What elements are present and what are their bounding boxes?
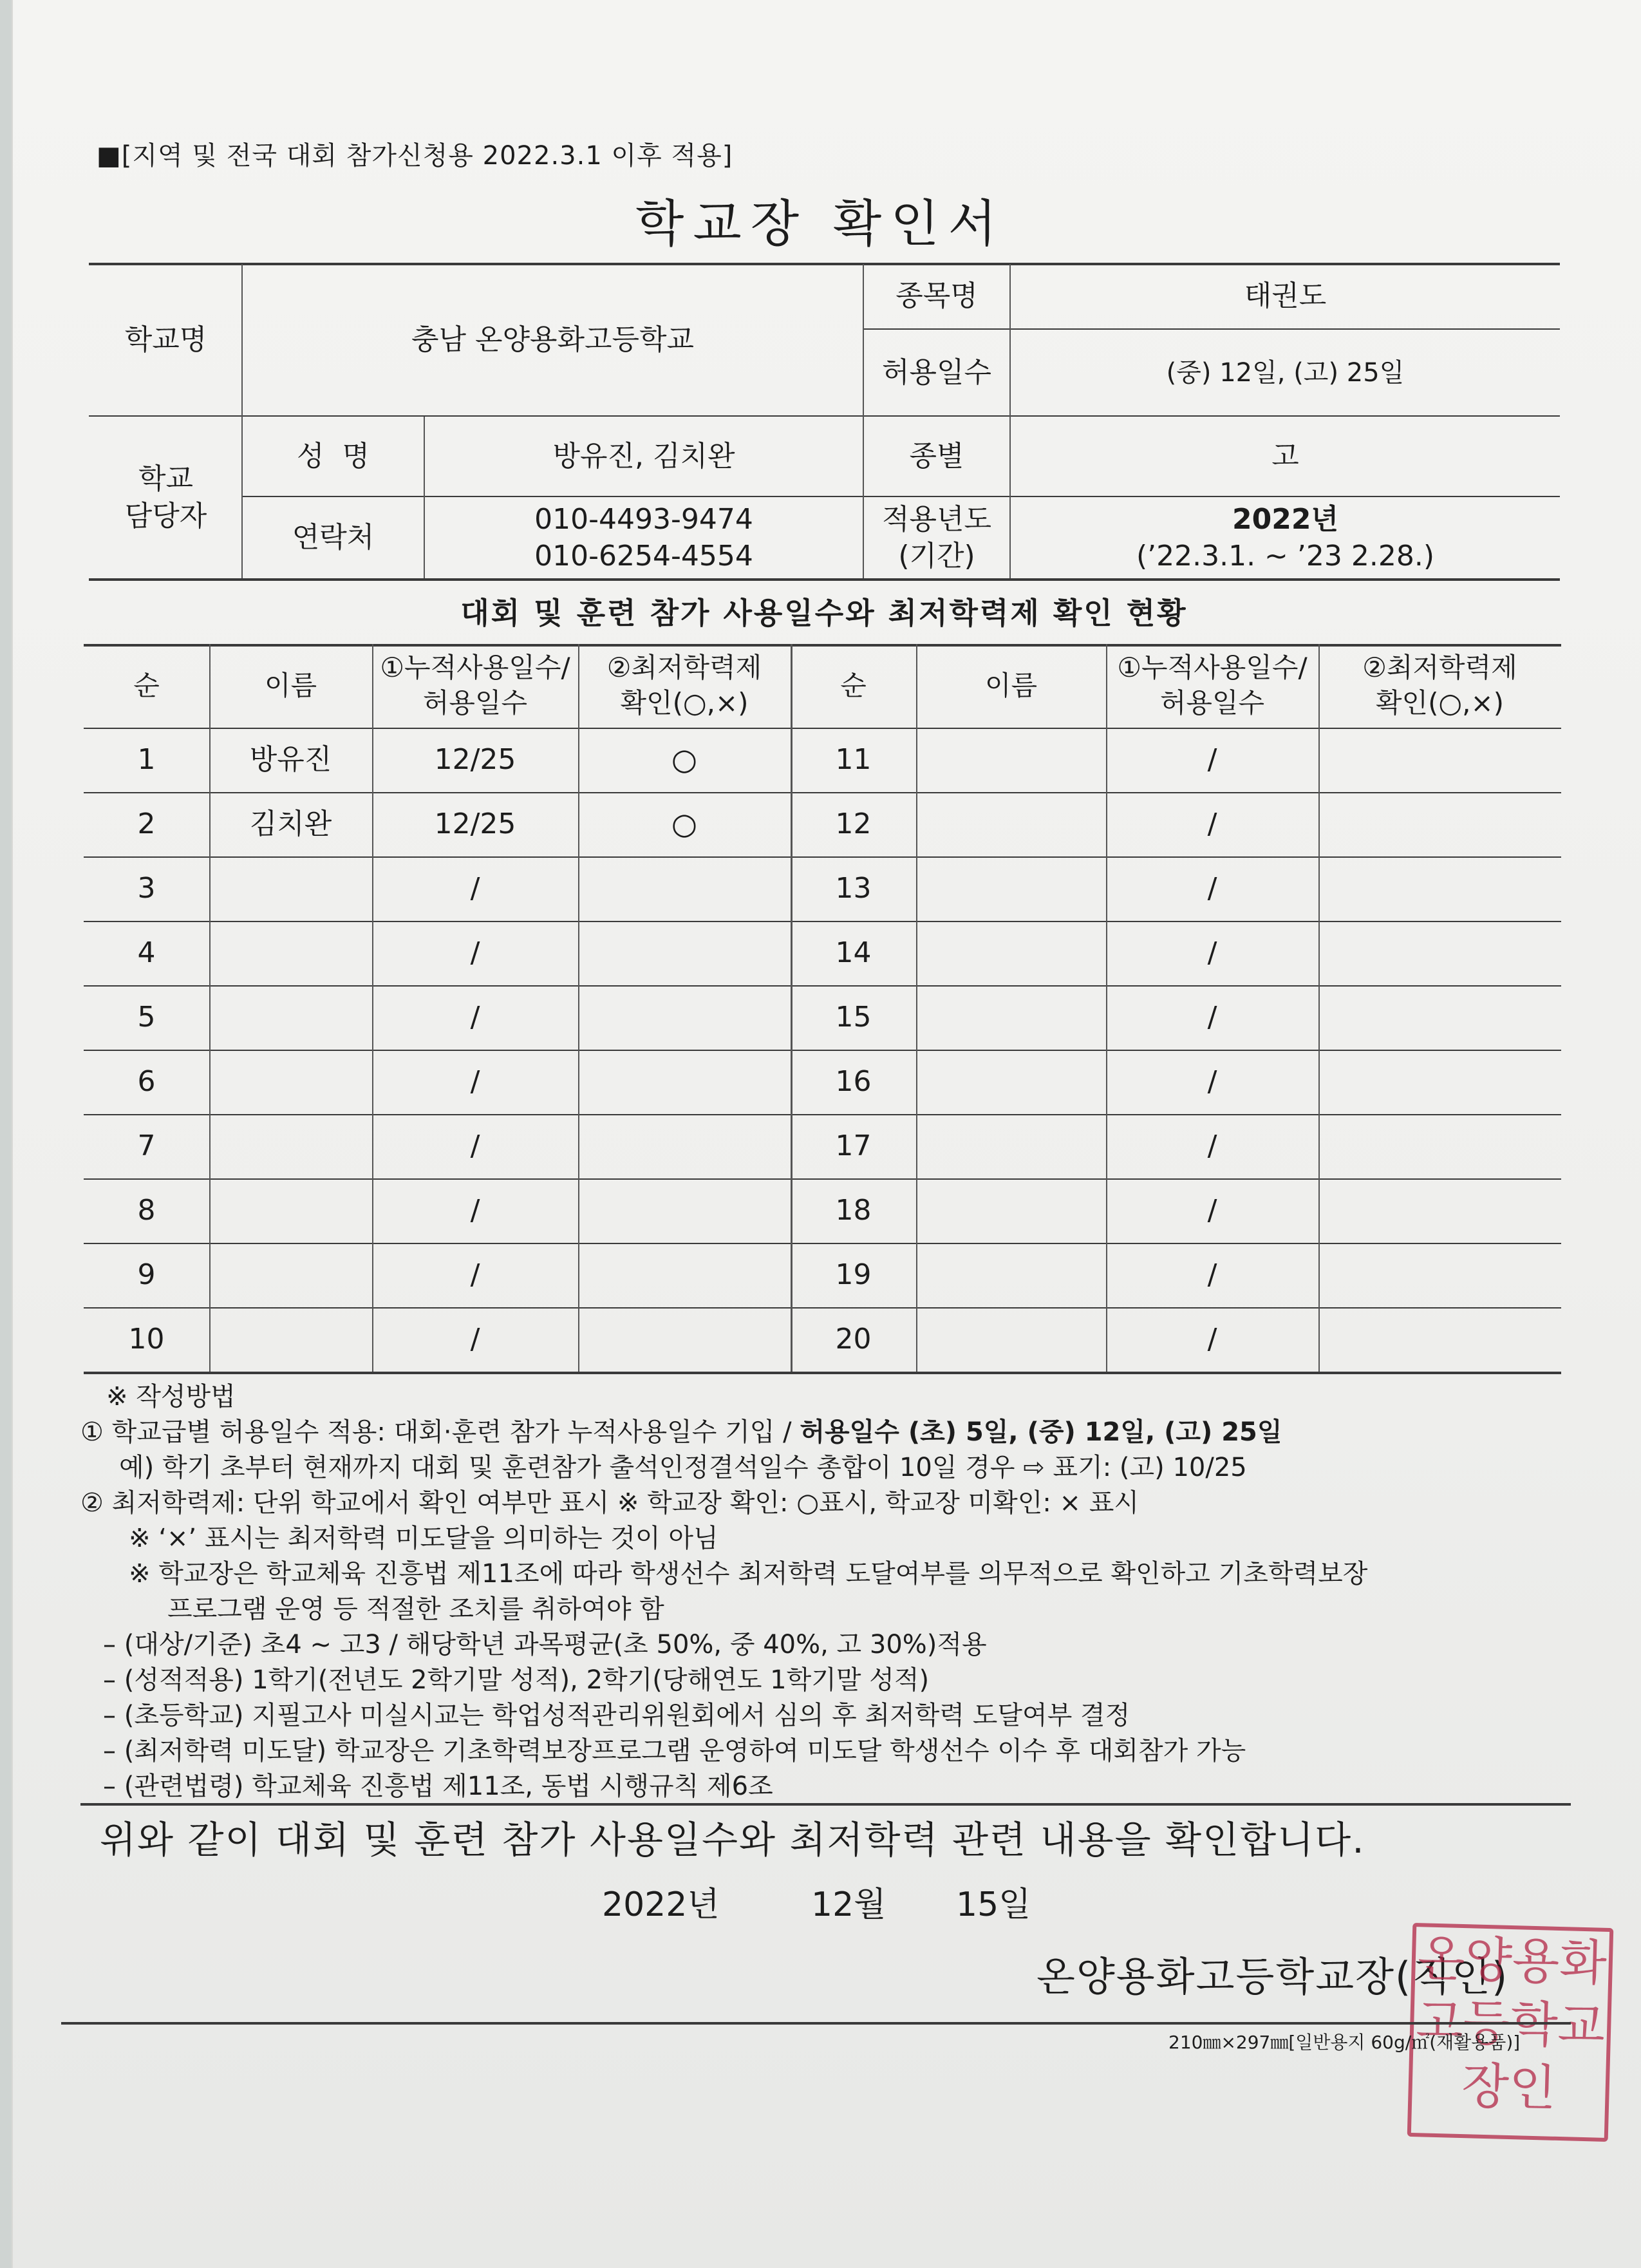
athlete-name <box>916 921 1106 985</box>
days-header <box>372 644 578 728</box>
athlete-name <box>916 728 1106 792</box>
check-mark <box>1318 856 1561 921</box>
check-header-line: ②최저학력제 <box>1362 652 1517 684</box>
row-number: 3 <box>137 872 156 905</box>
apply-year-label <box>864 497 1009 578</box>
row-number: 20 <box>835 1323 872 1356</box>
note-1-text: ① 학교급별 허용일수 적용: 대회·훈련 참가 누적사용일수 기입 / <box>80 1417 800 1447</box>
event-value: 태권도 <box>1244 279 1327 313</box>
contact-phone-2: 010-6254-4554 <box>534 540 753 572</box>
days-used: / <box>1207 1129 1217 1163</box>
days-used: / <box>470 1129 480 1163</box>
days-header <box>1106 644 1318 728</box>
school-name-label: 학교명 <box>124 323 207 356</box>
athlete-name <box>209 985 372 1050</box>
athlete-name <box>209 1178 372 1243</box>
detail-5: – (관련법령) 학교체육 진흥법 제11조, 동법 시행규칙 제6조 <box>103 1772 773 1801</box>
check-mark: ○ <box>671 742 698 777</box>
days-used: / <box>1207 1065 1217 1099</box>
principal-signature: 온양용화고등학교장(직인) <box>1036 1953 1509 2000</box>
check-mark <box>578 921 791 985</box>
days-used: 12/25 <box>434 743 516 777</box>
athlete-name <box>916 1307 1106 1372</box>
detail-2: – (성적적용) 1학기(전년도 2학기말 성적), 2학기(당해연도 1학기말 성적) <box>103 1665 930 1695</box>
row-number: 18 <box>835 1194 872 1227</box>
section-title: 대회 및 훈련 참가 사용일수와 최저학력제 확인 현황 <box>460 595 1188 630</box>
athlete-name <box>916 856 1106 921</box>
check-mark <box>1318 985 1561 1050</box>
athlete-name <box>916 792 1106 856</box>
athlete-name: 김치완 <box>249 808 332 841</box>
row-number: 2 <box>137 808 156 841</box>
check-header <box>578 644 791 728</box>
row-number: 6 <box>137 1065 156 1099</box>
row-number: 5 <box>137 1001 156 1034</box>
athlete-name <box>916 1050 1106 1114</box>
seal-line-1: 온양용화 <box>1416 1929 1608 1992</box>
check-mark <box>578 1307 791 1372</box>
order-header <box>84 644 209 728</box>
check-mark <box>1318 921 1561 985</box>
athlete-name <box>916 985 1106 1050</box>
name-header-line: 이름 <box>264 669 317 701</box>
contact-values <box>425 497 863 578</box>
row-number: 15 <box>835 1001 872 1034</box>
row-number: 8 <box>137 1194 156 1227</box>
note-1 <box>80 1415 1367 1450</box>
check-mark <box>578 856 791 921</box>
check-mark <box>1318 1114 1561 1178</box>
row-divider <box>84 1372 1561 1374</box>
athlete-name <box>209 856 372 921</box>
athlete-name <box>916 1114 1106 1178</box>
check-mark <box>1318 792 1561 856</box>
row-number: 9 <box>137 1258 156 1292</box>
date-day: 15일 <box>956 1885 1031 1924</box>
manager-name-value: 방유진, 김치완 <box>552 439 735 473</box>
row-number: 14 <box>835 936 872 970</box>
note-2: ② 최저학력제: 단위 학교에서 확인 여부만 표시 ※ 학교장 확인: ○표시, 학교장 미확인: × 표시 <box>80 1488 1139 1518</box>
athlete-name <box>209 921 372 985</box>
paper-spec: 210㎜×297㎜[일반용지 60g/㎡(재활용품)] <box>1168 2032 1521 2053</box>
note-1-example: 예) 학기 초부터 현재까지 대회 및 훈련참가 출석인정결석일수 총합이 10일 경우 ⇨ 표기: (고) 10/25 <box>119 1453 1247 1482</box>
apply-year-label-line2: (기간) <box>898 540 975 572</box>
athlete-name <box>916 1243 1106 1307</box>
check-header-line: ②최저학력제 <box>606 652 762 684</box>
check-mark <box>578 1243 791 1307</box>
allowed-days-label: 허용일수 <box>881 355 991 389</box>
check-mark <box>578 1050 791 1114</box>
note-1-bold: 허용일수 (초) 5일, (중) 12일, (고) 25일 <box>800 1417 1282 1447</box>
check-mark <box>1318 1050 1561 1114</box>
row-number: 11 <box>835 743 872 777</box>
detail-4: – (최저학력 미도달) 학교장은 기초학력보장프로그램 운영하여 미도달 학생선수 이수 후 대회참가 가능 <box>103 1736 1246 1766</box>
order-header <box>791 644 916 728</box>
note-2-sub1: ※ ‘×’ 표시는 최저학력 미도달을 의미하는 것이 아님 <box>129 1524 718 1553</box>
header-note: ■[지역 및 전국 대회 참가신청용 2022.3.1 이후 적용] <box>97 141 733 171</box>
name-header-line: 이름 <box>984 669 1038 701</box>
name-header <box>209 644 372 728</box>
days-used: / <box>470 1001 480 1034</box>
athlete-name <box>209 1243 372 1307</box>
manager-name-label: 성 명 <box>297 439 370 473</box>
check-header-line: 확인(○,×) <box>620 687 749 719</box>
athlete-name: 방유진 <box>249 743 332 777</box>
days-used: / <box>1207 1194 1217 1227</box>
info-table-bottom-border <box>89 578 1560 581</box>
division-value: 고 <box>1271 439 1299 473</box>
event-label: 종목명 <box>896 279 978 313</box>
check-mark <box>1318 1307 1561 1372</box>
check-mark <box>578 1114 791 1178</box>
check-mark <box>578 985 791 1050</box>
check-mark: ○ <box>671 806 698 842</box>
days-header-line: ①누적사용일수/ <box>1117 652 1308 684</box>
days-used: / <box>1207 872 1217 905</box>
check-mark <box>578 1178 791 1243</box>
school-name-value: 충남 온양용화고등학교 <box>411 323 695 356</box>
days-used: / <box>470 1194 480 1227</box>
days-used: / <box>1207 743 1217 777</box>
apply-year: 2022년 <box>1232 502 1338 536</box>
date-year: 2022년 <box>602 1885 720 1924</box>
row-number: 12 <box>835 808 872 841</box>
days-header-line: ①누적사용일수/ <box>380 652 570 684</box>
seal-line-2: 고등학교 <box>1415 1992 1606 2055</box>
row-number: 19 <box>835 1258 872 1292</box>
days-used: / <box>1207 1001 1217 1034</box>
row-number: 1 <box>137 743 156 777</box>
check-header-line: 확인(○,×) <box>1375 687 1505 719</box>
contact-phone-1: 010-4493-9474 <box>534 502 753 536</box>
date-month: 12월 <box>811 1885 886 1924</box>
order-header-line: 순 <box>840 669 867 701</box>
days-header-line: 허용일수 <box>422 687 528 719</box>
division-label: 종별 <box>909 439 964 473</box>
apply-year-value <box>1011 497 1560 578</box>
days-used: / <box>1207 1258 1217 1292</box>
row-number: 13 <box>835 872 872 905</box>
row-number: 17 <box>835 1129 872 1163</box>
instructions <box>80 1379 1367 1804</box>
row-number: 16 <box>835 1065 872 1099</box>
contact-label: 연락처 <box>292 521 375 554</box>
athlete-name <box>209 1307 372 1372</box>
manager-label: 학교 담당자 <box>124 462 207 533</box>
days-used: / <box>1207 808 1217 841</box>
days-used: / <box>470 1065 480 1099</box>
order-header-line: 순 <box>133 669 160 701</box>
note-2-sub2-cont: 프로그램 운영 등 적절한 조치를 취하여야 함 <box>167 1594 664 1624</box>
check-mark <box>1318 728 1561 792</box>
row-number: 7 <box>137 1129 156 1163</box>
allowed-days-value: (중) 12일, (고) 25일 <box>1166 357 1405 388</box>
detail-1: – (대상/기준) 초4 ~ 고3 / 해당학년 과목평균(초 50%, 중 40%, 고 30%)적용 <box>103 1630 987 1659</box>
check-mark <box>1318 1243 1561 1307</box>
days-used: / <box>470 936 480 970</box>
row-number: 10 <box>128 1323 165 1356</box>
days-used: / <box>470 1258 480 1292</box>
days-header-line: 허용일수 <box>1159 687 1265 719</box>
notes-heading: ※ 작성방법 <box>106 1382 236 1412</box>
check-mark <box>1318 1178 1561 1243</box>
athlete-name <box>209 1114 372 1178</box>
athlete-name <box>209 1050 372 1114</box>
days-used: / <box>1207 1323 1217 1356</box>
days-used: 12/25 <box>434 808 516 841</box>
apply-period: (’22.3.1. ~ ’23 2.28.) <box>1136 540 1434 572</box>
days-used: / <box>470 872 480 905</box>
athlete-name <box>916 1178 1106 1243</box>
note-2-sub2: ※ 학교장은 학교체육 진흥법 제11조에 따라 학생선수 최저학력 도달여부를 의무적으로 확인하고 기초학력보장 <box>129 1559 1368 1589</box>
confirm-top-rule <box>80 1803 1571 1806</box>
name-header <box>916 644 1106 728</box>
row-number: 4 <box>137 936 156 970</box>
detail-3: – (초등학교) 지필고사 미실시교는 학업성적관리위원회에서 심의 후 최저학력 도달여부 결정 <box>103 1701 1130 1730</box>
days-used: / <box>470 1323 480 1356</box>
check-header <box>1318 644 1561 728</box>
apply-year-label-line1: 적용년도 <box>881 502 991 536</box>
confirm-statement: 위와 같이 대회 및 훈련 참가 사용일수와 최저학력 관련 내용을 확인합니다. <box>100 1818 1365 1862</box>
page-title: 학교장 확인서 <box>635 195 1006 253</box>
footer-rule <box>61 2022 1571 2025</box>
seal-line-3: 장인 <box>1461 2057 1557 2117</box>
days-used: / <box>1207 936 1217 970</box>
